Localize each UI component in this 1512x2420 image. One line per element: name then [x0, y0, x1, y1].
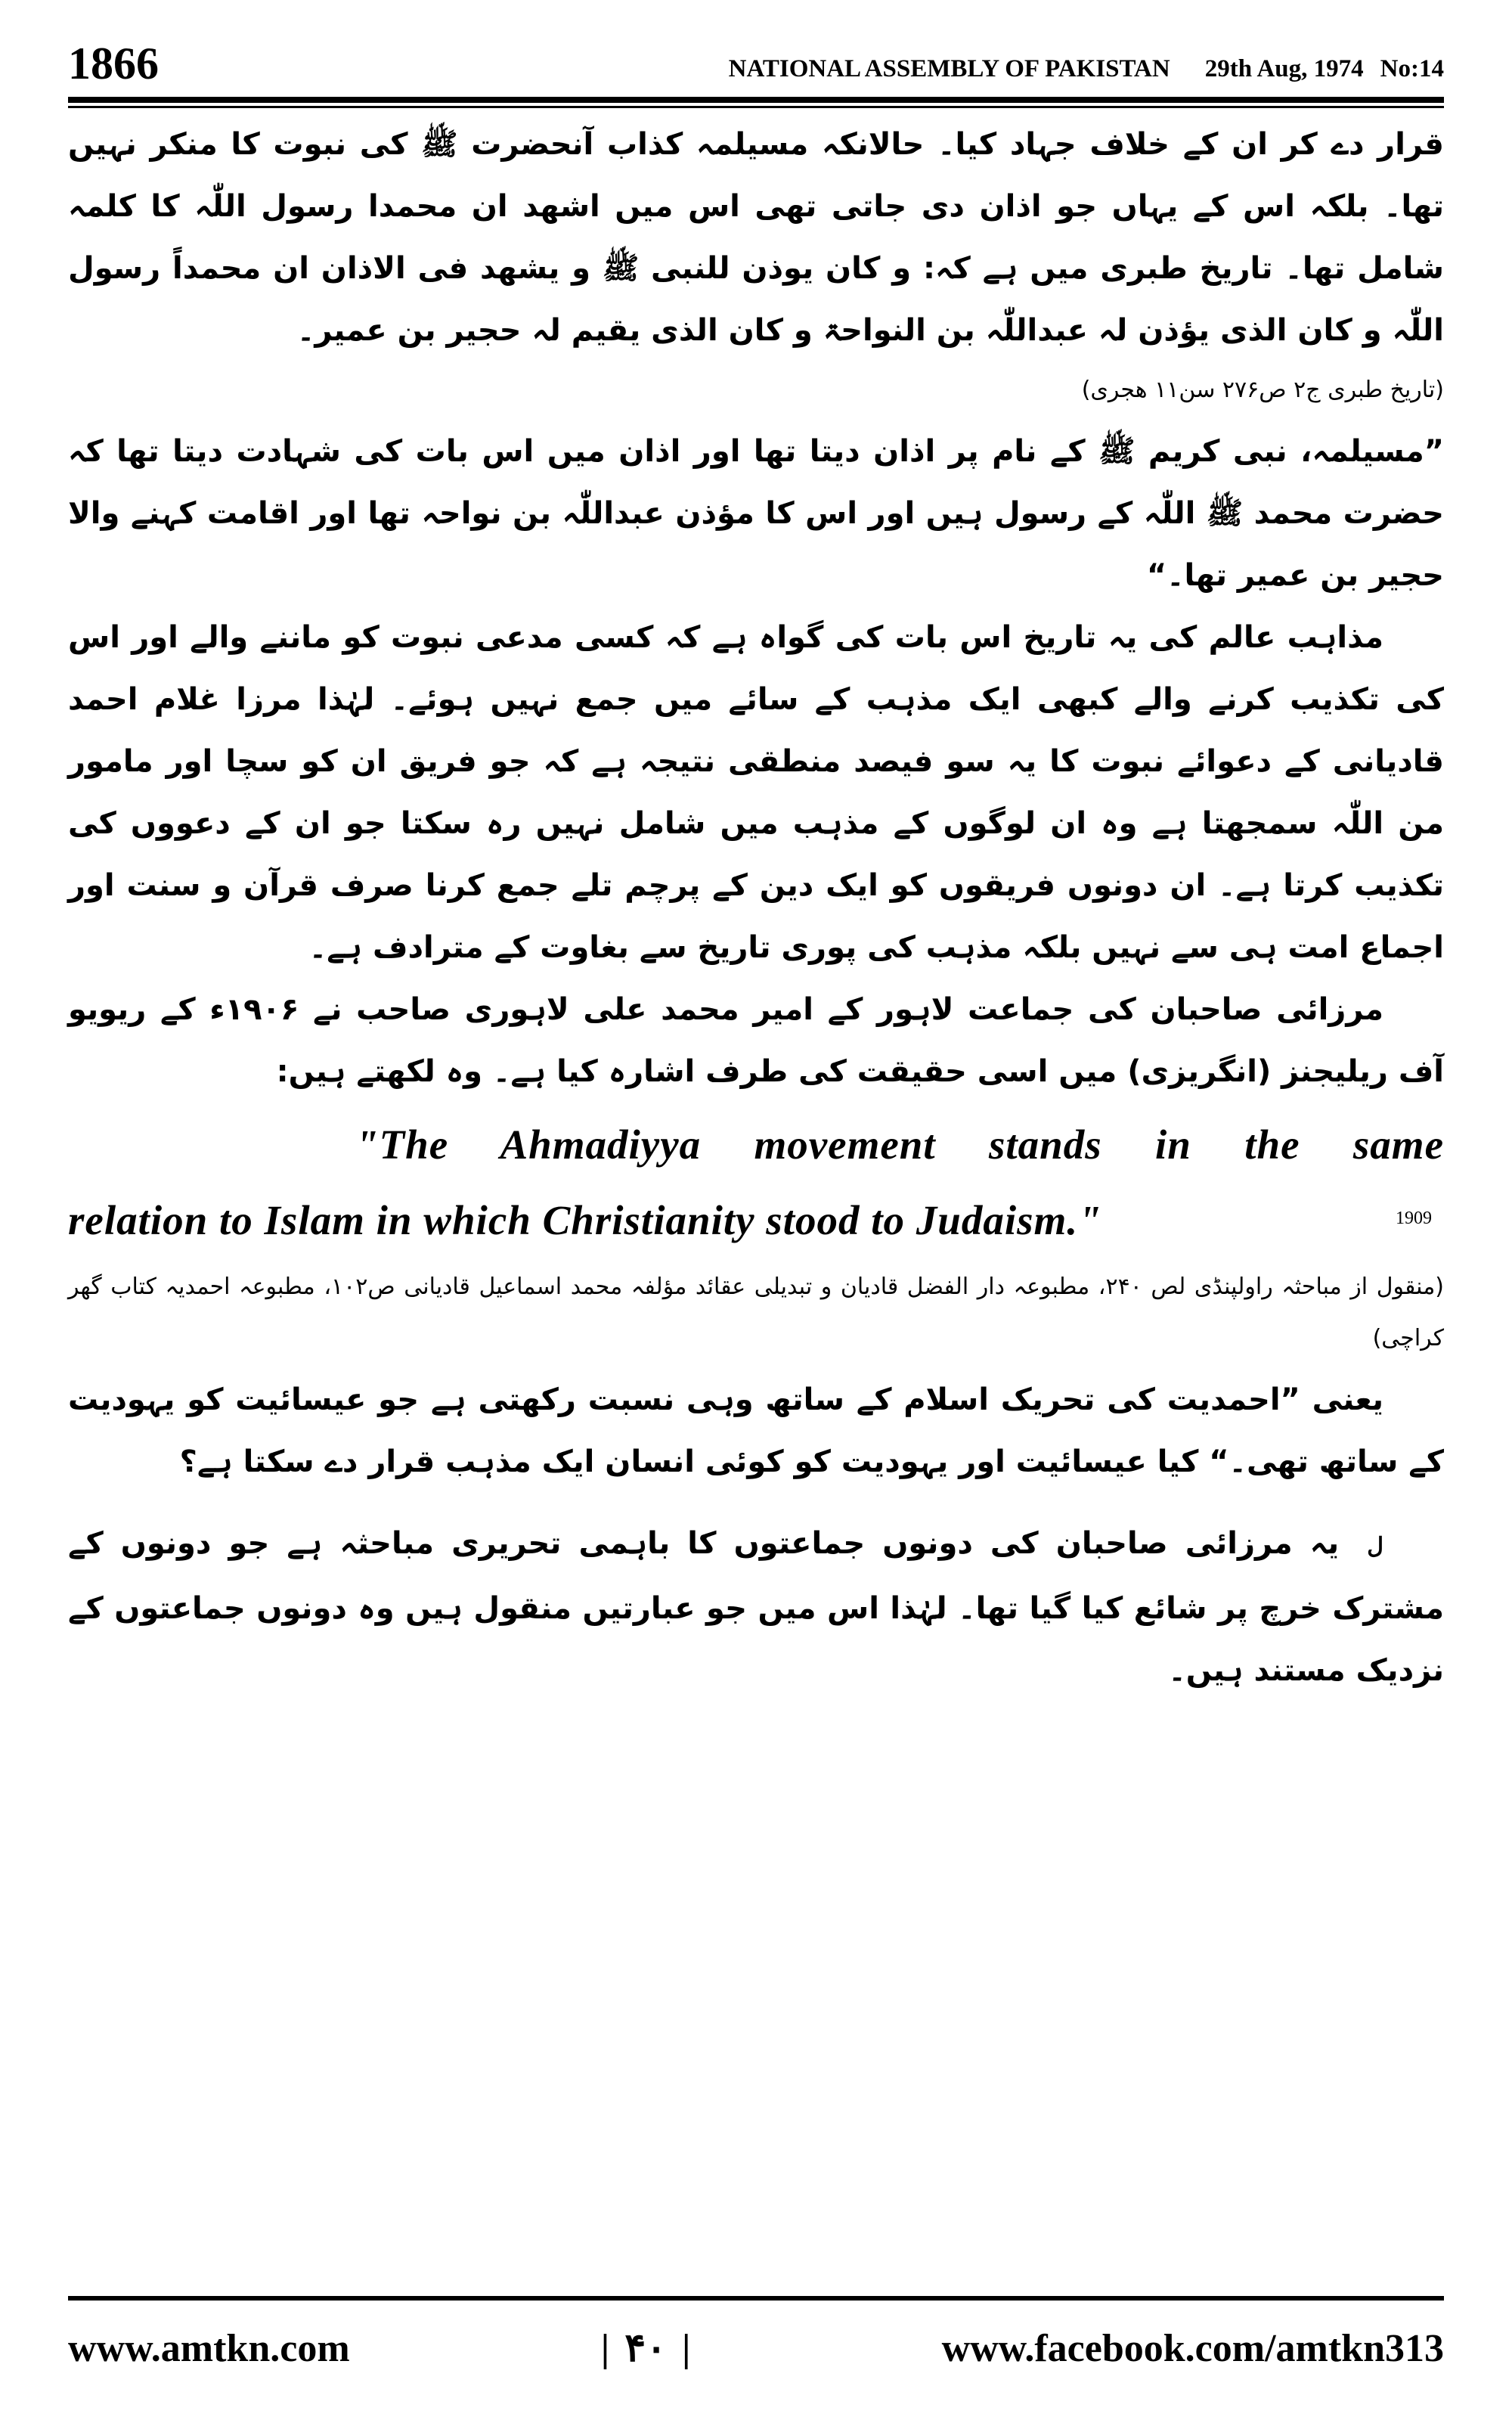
footer-rule — [68, 2296, 1444, 2301]
paragraph-1: قرار دے کر ان کے خلاف جہاد کیا۔ حالانکہ مسیلمہ کذاب آنحضرت ﷺ کی نبوت کا منکر نہیں تھا۔ بلکہ اس کے یہاں جو اذان دی جاتی تھی اس میں اشھد ان محمدا رسول اللّٰہ کا کلمہ شامل تھا۔ تاریخ طبری میں ہے کہ: و کان یوذن للنبی ﷺ و یشھد فی الاذان ان محمداً رسول اللّٰہ و کان الذی یؤذن لہ عبداللّٰہ بن النواحۃ و کان الذی یقیم لہ حجیر بن عمیر۔ — [68, 127, 1444, 348]
footnote — [68, 1512, 1444, 1702]
header-date-issue — [1205, 55, 1444, 83]
paragraph-3 — [68, 607, 1444, 979]
website-link[interactable]: www.amtkn.com — [68, 2326, 350, 2370]
header-date: 29th Aug, 1974 — [1204, 55, 1364, 82]
paragraph-4-text: مرزائی صاحبان کی جماعت لاہور کے امیر محمد علی لاہوری صاحب نے ۱۹۰۶ء کے ریویو آف ریلیجنز (انگریزی) میں اسی حقیقت کی طرف اشارہ کیا ہے۔ وہ لکھتے ہیں: — [68, 992, 1444, 1089]
english-quote — [68, 1107, 1444, 1258]
facebook-link[interactable]: www.facebook.com/amtkn313 — [941, 2326, 1444, 2370]
paragraph-2-quote: ”مسیلمہ، نبی کریم ﷺ کے نام پر اذان دیتا تھا اور اذان میں اس بات کی شہادت دیتا تھا کہ حضرت محمد ﷺ اللّٰہ کے رسول ہیں اور اس کا مؤذن عبداللّٰہ بن نواحہ تھا اور اقامت کہنے والا حجیر بن عمیر تھا۔“ — [68, 434, 1444, 593]
footnote-text: یہ مرزائی صاحبان کی دونوں جماعتوں کا باہمی تحریری مباحثہ ہے جو دونوں کے مشترک خرچ پر شائع کیا گیا تھا۔ لہٰذا اس میں جو عبارتیں منقول ہیں وہ دونوں جماعتوں کے نزدیک مستند ہیں۔ — [68, 1526, 1444, 1688]
paragraph-4 — [68, 979, 1444, 1103]
header-issue: No:14 — [1380, 55, 1444, 82]
page-body — [68, 113, 1444, 2276]
english-quote-line-1: "The Ahmadiyya movement stands in the same — [355, 1122, 1444, 1168]
reference-mubahisa: (منقول از مباحثہ راولپنڈی لص ۲۴۰، مطبوعہ دار الفضل قادیان و تبدیلی عقائد مؤلفہ محمد اسماعیل قادیانی ص۱۰۲، مطبوعہ احمدیہ کتاب گھر کراچی) — [68, 1274, 1444, 1351]
header-rule — [68, 97, 1444, 103]
paragraph-5: یعنی ”احمدیت کی تحریک اسلام کے ساتھ وہی نسبت رکھتی ہے جو عیسائیت کو یہودیت کے ساتھ تھی۔“ کیا عیسائیت اور یہودیت کو کوئی انسان ایک مذہب قرار دے سکتا ہے؟ — [68, 1382, 1444, 1479]
margin-reference-number: 1909 — [1396, 1208, 1432, 1228]
paragraph-3-text: مذاہب عالم کی یہ تاریخ اس بات کی گواہ ہے کہ کسی مدعی نبوت کو ماننے والے اور اس کی تکذیب کرنے والے کبھی ایک مذہب کے سائے میں جمع نہیں ہوئے۔ لہٰذا مرزا غلام احمد قادیانی کے دعوائے نبوت کا یہ سو فیصد منطقی نتیجہ ہے کہ جو فریق ان کو سچا اور مامور من اللّٰہ سمجھتا ہے وہ ان لوگوں کے مذہب میں شامل نہیں رہ سکتا جو ان کے دعووں کی تکذیب کرتا ہے۔ ان دونوں فریقوں کو ایک دین کے پرچم تلے جمع کرنا صرف قرآن و سنت اور اجماع امت ہی سے نہیں بلکہ مذہب کی پوری تاریخ سے بغاوت کے مترادف ہے۔ — [68, 620, 1444, 965]
footnote-marker: ل — [1367, 1534, 1383, 1559]
page-number: 1866 — [68, 39, 159, 88]
footer-page-marker: | ۴۰ | — [600, 2326, 691, 2370]
header-info — [729, 55, 1444, 86]
publication-title: NATIONAL ASSEMBLY OF PAKISTAN — [728, 55, 1170, 82]
footnote-gap — [68, 1493, 1444, 1512]
header-rule-thin — [68, 106, 1444, 108]
reference-tabari: (تاریخ طبری ج۲ ص۲۷۶ سن۱۱ ھجری) — [1081, 377, 1444, 403]
footer-page-number: ۴۰ — [624, 2327, 668, 2370]
page-footer — [68, 2314, 1444, 2382]
english-quote-line-2: relation to Islam in which Christianity stood to Judaism." — [68, 1197, 1102, 1243]
page-header — [68, 33, 1444, 86]
